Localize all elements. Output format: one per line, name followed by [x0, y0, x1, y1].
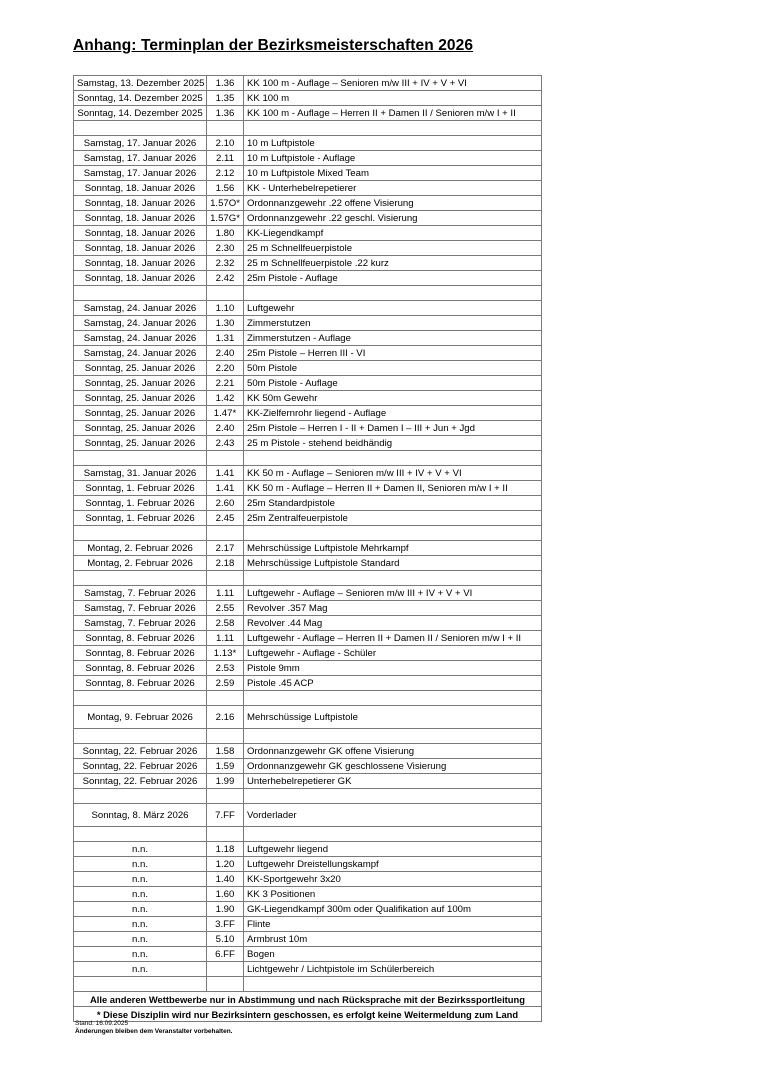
discipline-cell: KK-Zielfernrohr liegend - Auflage [244, 406, 542, 421]
number-cell: 1.99 [207, 774, 244, 789]
table-row [74, 496, 542, 511]
date-cell: n.n. [74, 887, 207, 902]
date-cell: Sonntag, 14. Dezember 2025 [74, 106, 207, 121]
discipline-cell: 25 m Pistole - stehend beidhändig [244, 436, 542, 451]
table-row [74, 421, 542, 436]
table-row [74, 842, 542, 857]
table-row [74, 661, 542, 676]
date-cell: Samstag, 17. Januar 2026 [74, 136, 207, 151]
discipline-cell: KK 50 m - Auflage – Herren II + Damen II, Senioren m/w I + II [244, 481, 542, 496]
table-row [74, 271, 542, 286]
discipline-cell: KK-Liegendkampf [244, 226, 542, 241]
table-row [74, 511, 542, 526]
number-cell: 1.41 [207, 466, 244, 481]
footer-changes: Änderungen bleiben dem Veranstalter vorbehalten. [75, 1028, 233, 1035]
number-cell: 1.60 [207, 887, 244, 902]
discipline-cell: 10 m Luftpistole [244, 136, 542, 151]
spacer-cell [207, 121, 244, 136]
discipline-cell: 50m Pistole [244, 361, 542, 376]
spacer-row [74, 691, 542, 706]
spacer-cell [74, 571, 207, 586]
table-row [74, 391, 542, 406]
table-row [74, 211, 542, 226]
spacer-cell [74, 286, 207, 301]
discipline-cell: Luftgewehr Dreistellungskampf [244, 857, 542, 872]
discipline-cell: Pistole 9mm [244, 661, 542, 676]
date-cell: Sonntag, 8. Februar 2026 [74, 631, 207, 646]
spacer-row [74, 729, 542, 744]
discipline-cell: 25 m Schnellfeuerpistole .22 kurz [244, 256, 542, 271]
number-cell: 1.90 [207, 902, 244, 917]
date-cell: Samstag, 24. Januar 2026 [74, 316, 207, 331]
discipline-cell: KK 100 m [244, 91, 542, 106]
spacer-cell [74, 977, 207, 992]
table-row [74, 804, 542, 827]
table-row [74, 616, 542, 631]
table-row [74, 962, 542, 977]
spacer-cell [207, 571, 244, 586]
number-cell: 2.42 [207, 271, 244, 286]
discipline-cell: KK 100 m - Auflage – Senioren m/w III + IV + V + VI [244, 76, 542, 91]
number-cell: 1.35 [207, 91, 244, 106]
spacer-cell [207, 691, 244, 706]
date-cell: n.n. [74, 947, 207, 962]
spacer-row [74, 286, 542, 301]
date-cell: Samstag, 17. Januar 2026 [74, 166, 207, 181]
discipline-cell: KK-Sportgewehr 3x20 [244, 872, 542, 887]
number-cell: 1.11 [207, 631, 244, 646]
discipline-cell: Luftgewehr - Auflage – Senioren m/w III + IV + V + VI [244, 586, 542, 601]
spacer-row [74, 827, 542, 842]
discipline-cell: GK-Liegendkampf 300m oder Qualifikation auf 100m [244, 902, 542, 917]
number-cell: 1.11 [207, 586, 244, 601]
discipline-cell: Mehrschüssige Luftpistole Mehrkampf [244, 541, 542, 556]
discipline-cell: KK 50 m - Auflage – Senioren m/w III + IV + V + VI [244, 466, 542, 481]
spacer-cell [207, 789, 244, 804]
date-cell: n.n. [74, 902, 207, 917]
date-cell: Sonntag, 8. Februar 2026 [74, 646, 207, 661]
number-cell: 2.55 [207, 601, 244, 616]
date-cell: Sonntag, 25. Januar 2026 [74, 361, 207, 376]
number-cell: 2.30 [207, 241, 244, 256]
number-cell: 2.18 [207, 556, 244, 571]
date-cell: Sonntag, 18. Januar 2026 [74, 256, 207, 271]
discipline-cell: 25m Pistole – Herren I - II + Damen I – III + Jun + Jgd [244, 421, 542, 436]
table-row [74, 376, 542, 391]
table-row [74, 226, 542, 241]
spacer-cell [244, 691, 542, 706]
number-cell: 1.18 [207, 842, 244, 857]
date-cell: n.n. [74, 962, 207, 977]
discipline-cell: Vorderlader [244, 804, 542, 827]
number-cell: 2.12 [207, 166, 244, 181]
note-text: * Diese Disziplin wird nur Bezirksintern geschossen, es erfolgt keine Weitermeldung zum Land [74, 1007, 542, 1022]
table-row [74, 241, 542, 256]
table-row [74, 151, 542, 166]
number-cell: 1.10 [207, 301, 244, 316]
table-row [74, 947, 542, 962]
number-cell: 1.41 [207, 481, 244, 496]
table-row [74, 466, 542, 481]
number-cell: 2.40 [207, 421, 244, 436]
date-cell: Sonntag, 18. Januar 2026 [74, 181, 207, 196]
spacer-cell [207, 286, 244, 301]
table-row [74, 706, 542, 729]
discipline-cell: Pistole .45 ACP [244, 676, 542, 691]
spacer-cell [74, 691, 207, 706]
table-row [74, 601, 542, 616]
date-cell: Sonntag, 18. Januar 2026 [74, 211, 207, 226]
table-row [74, 331, 542, 346]
date-cell: Sonntag, 18. Januar 2026 [74, 226, 207, 241]
date-cell: Sonntag, 1. Februar 2026 [74, 511, 207, 526]
date-cell: Sonntag, 22. Februar 2026 [74, 759, 207, 774]
table-row [74, 902, 542, 917]
table-row [74, 91, 542, 106]
table-row [74, 361, 542, 376]
spacer-cell [207, 526, 244, 541]
spacer-cell [244, 451, 542, 466]
table-row [74, 346, 542, 361]
table-row [74, 586, 542, 601]
table-row [74, 744, 542, 759]
number-cell: 1.80 [207, 226, 244, 241]
discipline-cell: 25m Pistole – Herren III - VI [244, 346, 542, 361]
discipline-cell: Ordonnanzgewehr GK geschlossene Visierung [244, 759, 542, 774]
table-row [74, 136, 542, 151]
date-cell: n.n. [74, 857, 207, 872]
date-cell: n.n. [74, 872, 207, 887]
spacer-cell [74, 729, 207, 744]
spacer-cell [244, 526, 542, 541]
number-cell: 1.57O* [207, 196, 244, 211]
number-cell: 2.40 [207, 346, 244, 361]
table-row [74, 676, 542, 691]
discipline-cell: Zimmerstutzen - Auflage [244, 331, 542, 346]
page-title: Anhang: Terminplan der Bezirksmeisterschaften 2026 [73, 37, 474, 54]
number-cell: 1.20 [207, 857, 244, 872]
date-cell: Sonntag, 22. Februar 2026 [74, 744, 207, 759]
discipline-cell: Mehrschüssige Luftpistole Standard [244, 556, 542, 571]
number-cell: 2.43 [207, 436, 244, 451]
table-row [74, 872, 542, 887]
date-cell: Sonntag, 14. Dezember 2025 [74, 91, 207, 106]
spacer-cell [244, 827, 542, 842]
discipline-cell: Revolver .357 Mag [244, 601, 542, 616]
discipline-cell: 25 m Schnellfeuerpistole [244, 241, 542, 256]
discipline-cell: 25m Zentralfeuerpistole [244, 511, 542, 526]
spacer-cell [207, 451, 244, 466]
spacer-cell [74, 121, 207, 136]
date-cell: Samstag, 7. Februar 2026 [74, 616, 207, 631]
note-row [74, 992, 542, 1007]
discipline-cell: Zimmerstutzen [244, 316, 542, 331]
table-row [74, 917, 542, 932]
discipline-cell: Ordonnanzgewehr .22 offene Visierung [244, 196, 542, 211]
table-row [74, 256, 542, 271]
number-cell: 1.30 [207, 316, 244, 331]
discipline-cell: Unterhebelrepetierer GK [244, 774, 542, 789]
date-cell: Sonntag, 18. Januar 2026 [74, 196, 207, 211]
spacer-cell [74, 827, 207, 842]
date-cell: Sonntag, 25. Januar 2026 [74, 391, 207, 406]
date-cell: Sonntag, 1. Februar 2026 [74, 481, 207, 496]
date-cell: n.n. [74, 932, 207, 947]
discipline-cell: Armbrust 10m [244, 932, 542, 947]
footer-stand: Stand: 16.09.2025 [75, 1020, 129, 1027]
number-cell: 2.32 [207, 256, 244, 271]
number-cell: 2.53 [207, 661, 244, 676]
date-cell: Sonntag, 25. Januar 2026 [74, 406, 207, 421]
discipline-cell: Mehrschüssige Luftpistole [244, 706, 542, 729]
number-cell: 2.45 [207, 511, 244, 526]
table-row [74, 181, 542, 196]
spacer-row [74, 451, 542, 466]
number-cell: 1.57G* [207, 211, 244, 226]
table-row [74, 76, 542, 91]
schedule-table [73, 75, 542, 1022]
spacer-row [74, 789, 542, 804]
discipline-cell: Luftgewehr - Auflage - Schüler [244, 646, 542, 661]
schedule-body [74, 76, 542, 1022]
table-row [74, 646, 542, 661]
discipline-cell: Ordonnanzgewehr .22 geschl. Visierung [244, 211, 542, 226]
table-row [74, 759, 542, 774]
spacer-cell [74, 451, 207, 466]
date-cell: Sonntag, 8. Februar 2026 [74, 676, 207, 691]
number-cell: 2.11 [207, 151, 244, 166]
date-cell: Sonntag, 25. Januar 2026 [74, 436, 207, 451]
discipline-cell: 10 m Luftpistole Mixed Team [244, 166, 542, 181]
table-row [74, 887, 542, 902]
discipline-cell: KK 3 Positionen [244, 887, 542, 902]
number-cell: 1.36 [207, 76, 244, 91]
table-row [74, 631, 542, 646]
table-row [74, 932, 542, 947]
discipline-cell: Luftgewehr liegend [244, 842, 542, 857]
discipline-cell: 25m Pistole - Auflage [244, 271, 542, 286]
table-row [74, 316, 542, 331]
date-cell: Sonntag, 22. Februar 2026 [74, 774, 207, 789]
discipline-cell: Bogen [244, 947, 542, 962]
date-cell: Montag, 9. Februar 2026 [74, 706, 207, 729]
spacer-row [74, 121, 542, 136]
spacer-cell [244, 789, 542, 804]
spacer-row [74, 526, 542, 541]
table-row [74, 406, 542, 421]
number-cell: 5.10 [207, 932, 244, 947]
date-cell: n.n. [74, 842, 207, 857]
number-cell: 6.FF [207, 947, 244, 962]
date-cell: Sonntag, 8. Februar 2026 [74, 661, 207, 676]
date-cell: Sonntag, 25. Januar 2026 [74, 376, 207, 391]
number-cell: 2.16 [207, 706, 244, 729]
table-row [74, 857, 542, 872]
footer [75, 1020, 232, 1036]
number-cell: 3.FF [207, 917, 244, 932]
discipline-cell: KK - Unterhebelrepetierer [244, 181, 542, 196]
number-cell: 2.21 [207, 376, 244, 391]
table-row [74, 541, 542, 556]
date-cell: Sonntag, 25. Januar 2026 [74, 421, 207, 436]
date-cell: Sonntag, 1. Februar 2026 [74, 496, 207, 511]
number-cell: 1.56 [207, 181, 244, 196]
number-cell: 1.13* [207, 646, 244, 661]
number-cell: 7.FF [207, 804, 244, 827]
number-cell: 2.10 [207, 136, 244, 151]
date-cell: Samstag, 31. Januar 2026 [74, 466, 207, 481]
number-cell: 1.42 [207, 391, 244, 406]
spacer-cell [244, 729, 542, 744]
table-row [74, 301, 542, 316]
number-cell: 1.58 [207, 744, 244, 759]
table-row [74, 196, 542, 211]
table-row [74, 166, 542, 181]
date-cell: Samstag, 17. Januar 2026 [74, 151, 207, 166]
discipline-cell: 50m Pistole - Auflage [244, 376, 542, 391]
spacer-cell [207, 729, 244, 744]
table-row [74, 106, 542, 121]
discipline-cell: KK 50m Gewehr [244, 391, 542, 406]
table-row [74, 481, 542, 496]
discipline-cell: Ordonnanzgewehr GK offene Visierung [244, 744, 542, 759]
discipline-cell: 25m Standardpistole [244, 496, 542, 511]
date-cell: Sonntag, 18. Januar 2026 [74, 271, 207, 286]
number-cell: 1.40 [207, 872, 244, 887]
date-cell: Samstag, 13. Dezember 2025 [74, 76, 207, 91]
spacer-row [74, 977, 542, 992]
number-cell: 1.36 [207, 106, 244, 121]
spacer-cell [74, 526, 207, 541]
table-row [74, 774, 542, 789]
spacer-cell [207, 827, 244, 842]
date-cell: Montag, 2. Februar 2026 [74, 556, 207, 571]
spacer-cell [244, 571, 542, 586]
spacer-cell [244, 977, 542, 992]
discipline-cell: Revolver .44 Mag [244, 616, 542, 631]
number-cell: 2.59 [207, 676, 244, 691]
discipline-cell: Lichtgewehr / Lichtpistole im Schülerbereich [244, 962, 542, 977]
spacer-cell [244, 121, 542, 136]
date-cell: Samstag, 24. Januar 2026 [74, 331, 207, 346]
number-cell: 2.20 [207, 361, 244, 376]
date-cell: Samstag, 24. Januar 2026 [74, 346, 207, 361]
number-cell [207, 962, 244, 977]
date-cell: Montag, 2. Februar 2026 [74, 541, 207, 556]
note-text: Alle anderen Wettbewerbe nur in Abstimmung und nach Rücksprache mit der Bezirkssportleitung [74, 992, 542, 1007]
discipline-cell: 10 m Luftpistole - Auflage [244, 151, 542, 166]
discipline-cell: Flinte [244, 917, 542, 932]
date-cell: n.n. [74, 917, 207, 932]
number-cell: 1.59 [207, 759, 244, 774]
number-cell: 1.31 [207, 331, 244, 346]
spacer-cell [244, 286, 542, 301]
date-cell: Sonntag, 18. Januar 2026 [74, 241, 207, 256]
discipline-cell: KK 100 m - Auflage – Herren II + Damen II / Senioren m/w I + II [244, 106, 542, 121]
number-cell: 2.58 [207, 616, 244, 631]
spacer-cell [207, 977, 244, 992]
date-cell: Samstag, 24. Januar 2026 [74, 301, 207, 316]
table-row [74, 556, 542, 571]
number-cell: 2.17 [207, 541, 244, 556]
date-cell: Samstag, 7. Februar 2026 [74, 586, 207, 601]
date-cell: Sonntag, 8. März 2026 [74, 804, 207, 827]
discipline-cell: Luftgewehr - Auflage – Herren II + Damen II / Senioren m/w I + II [244, 631, 542, 646]
number-cell: 1.47* [207, 406, 244, 421]
spacer-cell [74, 789, 207, 804]
discipline-cell: Luftgewehr [244, 301, 542, 316]
table-row [74, 436, 542, 451]
date-cell: Samstag, 7. Februar 2026 [74, 601, 207, 616]
number-cell: 2.60 [207, 496, 244, 511]
spacer-row [74, 571, 542, 586]
